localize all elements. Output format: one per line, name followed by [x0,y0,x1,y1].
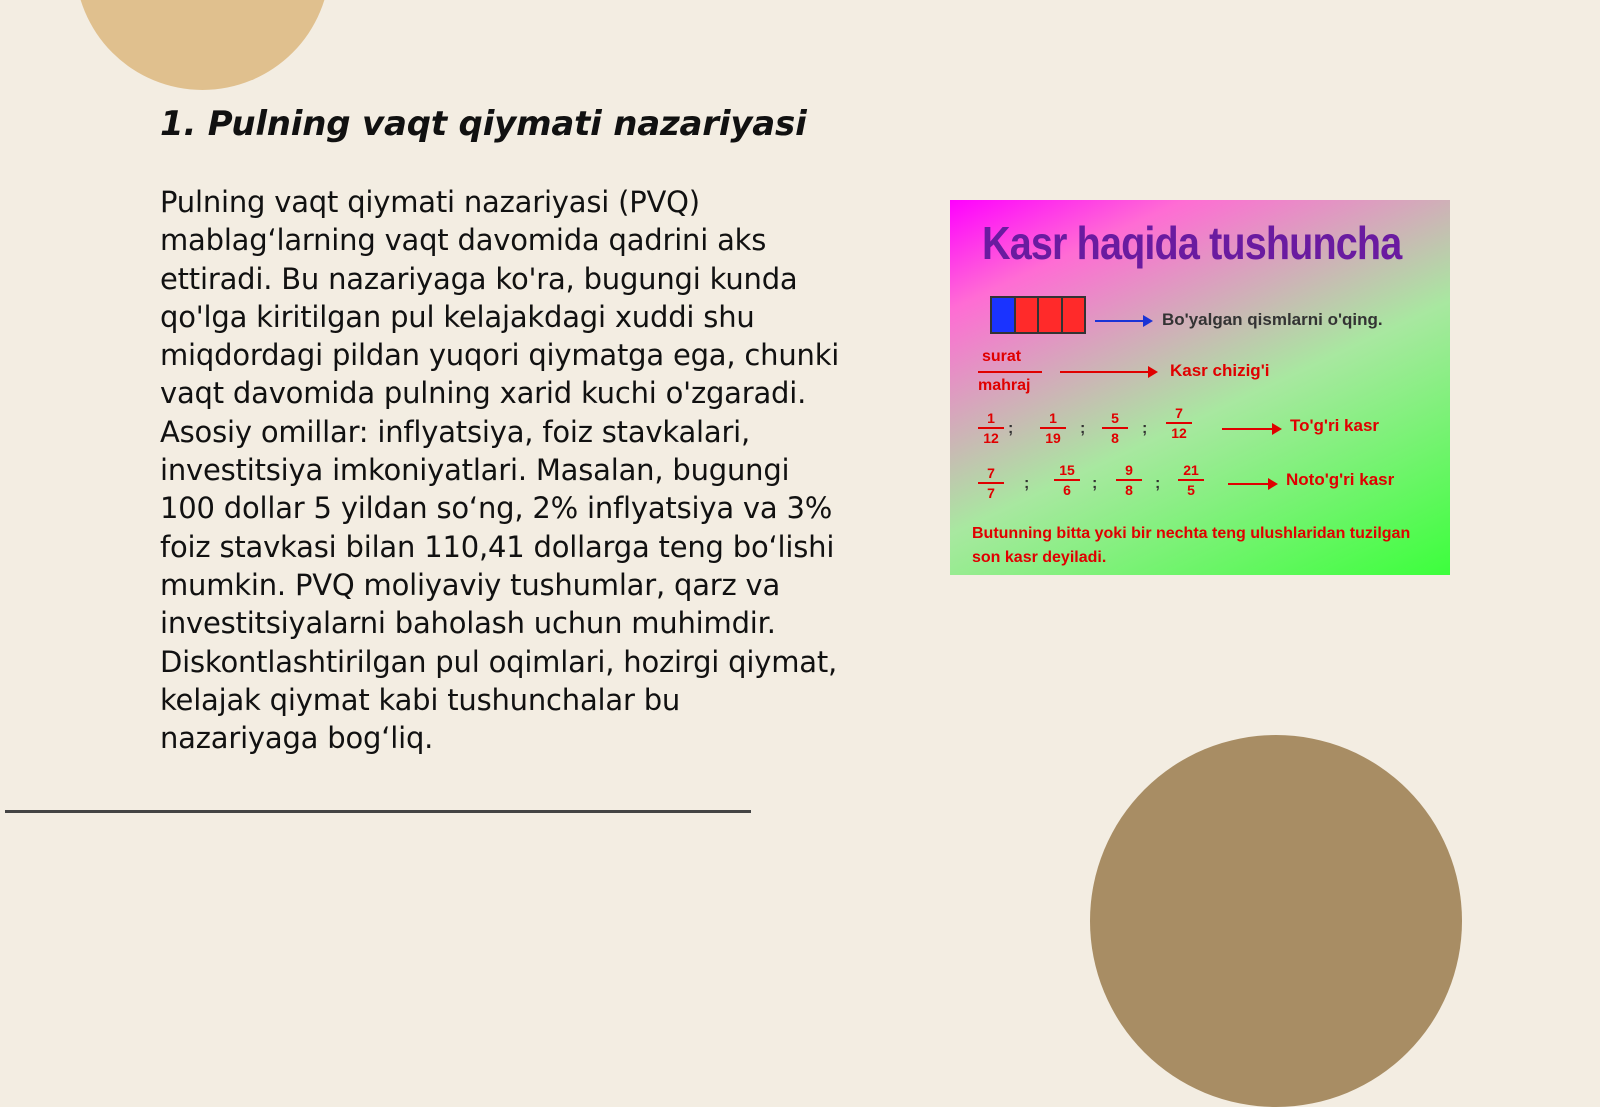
fraction-numerator: 15 [1059,462,1075,478]
fraction-numerator: 21 [1183,462,1199,478]
fraction-separator: ; [1142,420,1148,437]
proper-fraction [1040,410,1066,446]
fraction-concept-image [950,200,1450,575]
arrow-icon [1222,428,1280,430]
shaded-part [1016,298,1040,332]
numerator-word: surat [982,348,1022,365]
slide-title: 1. Pulning vaqt qiymati nazariyasi [160,104,807,144]
fraction-denominator: 19 [1045,430,1061,446]
fraction-denominator: 12 [1171,425,1187,441]
fraction-separator: ; [1080,420,1086,437]
fraction-denominator: 7 [987,485,995,501]
fraction-numerator: 7 [987,465,995,481]
proper-fraction-label: To'g'ri kasr [1290,416,1380,435]
improper-fraction [978,465,1004,501]
divider-line [5,810,751,813]
shaded-part [1063,298,1085,332]
fraction-denominator: 5 [1187,482,1195,498]
fraction-numerator: 1 [987,410,995,426]
shaded-parts-bar [990,296,1086,334]
arrow-icon [1060,371,1156,373]
improper-fraction [1116,462,1142,498]
arrow-icon [1095,320,1151,322]
fraction-denominator: 12 [983,430,999,446]
fraction-numerator: 5 [1111,410,1119,426]
fraction-denominator: 8 [1125,482,1133,498]
fraction-separator: ; [1024,475,1030,492]
fraction-definition: Butunning bitta yoki bir nechta teng ulushlaridan tuzilgan son kasr deyiladi. [972,525,1411,566]
fraction-line [978,371,1042,373]
proper-fraction [1166,405,1192,441]
fraction-line-label: Kasr chizig'i [1170,361,1270,380]
proper-fraction [1102,410,1128,446]
shaded-parts-label: Bo'yalgan qismlarni o'qing. [1162,310,1383,329]
arrow-icon [1228,483,1276,485]
fraction-separator: ; [1092,475,1098,492]
fraction-separator: ; [1008,420,1014,437]
decorative-circle-top [75,0,330,90]
proper-fraction [978,410,1004,446]
slide-body-text: Pulning vaqt qiymati nazariyasi (PVQ) mablag‘larning vaqt davomida qadrini aks ettiradi. Bu nazariyaga ko'ra, bugungi kunda qo'lga kiritilgan pul kelajakdagi xuddi shu miqdordagi pildan yuqori qiymatga ega, chunki vaqt davomida pulning xarid kuchi o'zgaradi. Asosiy omillar: inflyatsiya, foiz stavkalari, investitsiya imkoniyatlari. Masalan, bugungi 100 dollar 5 yildan so‘ng, 2% inflyatsiya va 3% foiz stavkasi bilan 110,41 dollarga teng bo‘lishi mumkin. PVQ moliyaviy tushumlar, qarz va investitsiyalarni baholash uchun muhimdir. Diskontlashtirilgan pul oqimlari, hozirgi qiymat, kelajak qiymat kabi tushunchalar bu nazariyaga bog‘liq. [160,185,840,756]
improper-fraction [1178,462,1204,498]
fraction-denominator: 8 [1111,430,1119,446]
decorative-circle-bottom [1090,735,1462,1107]
fraction-numerator: 1 [1049,410,1057,426]
shaded-part [992,298,1016,332]
fraction-numerator: 9 [1125,462,1133,478]
improper-fraction-label: Noto'g'ri kasr [1286,470,1395,489]
fraction-numerator: 7 [1175,405,1183,421]
shaded-part [1039,298,1063,332]
fraction-denominator: 6 [1063,482,1071,498]
denominator-word: mahraj [978,377,1031,394]
figure-title: Kasr haqida tushuncha [982,217,1402,269]
fraction-separator: ; [1155,475,1161,492]
improper-fraction [1054,462,1080,498]
